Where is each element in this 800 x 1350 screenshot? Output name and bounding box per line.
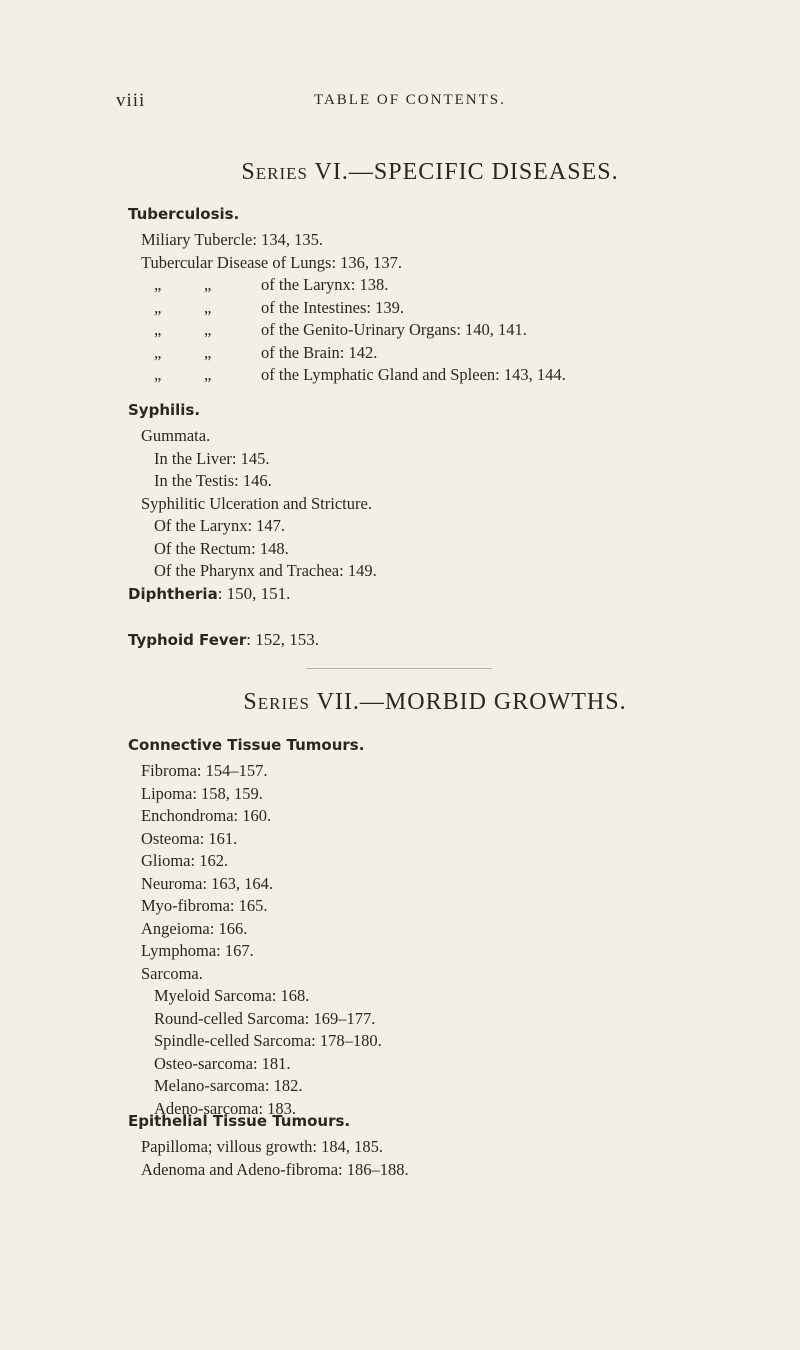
- page-range: : 152, 153.: [246, 630, 319, 649]
- connective-tissue-section: [128, 736, 788, 1120]
- entry-text: of the Brain: 142.: [261, 342, 378, 362]
- series-name: VII.—MORBID GROWTHS.: [316, 689, 627, 715]
- contents-subheading: Syphilitic Ulceration and Stricture.: [141, 493, 372, 513]
- section-heading: Epithelial Tissue Tumours.: [128, 1112, 351, 1130]
- contents-entry: Tubercular Disease of Lungs: 136, 137.: [141, 252, 403, 272]
- tuberculosis-section: [128, 205, 788, 387]
- contents-entry: Fibroma: 154–157.: [141, 761, 268, 780]
- contents-entry: [128, 342, 788, 365]
- contents-entry: Myo-fibroma: 165.: [141, 896, 268, 915]
- syphilis-section: [128, 401, 788, 583]
- contents-entry: Of the Rectum: 148.: [154, 538, 289, 558]
- contents-entry: Miliary Tubercle: 134, 135.: [141, 230, 323, 249]
- contents-entry: Angeioma: 166.: [141, 918, 248, 938]
- section-heading: Diphtheria: [128, 585, 218, 603]
- contents-entry: Neuroma: 163, 164.: [141, 873, 273, 893]
- ditto-mark: „: [204, 365, 212, 384]
- contents-entry: Lipoma: 158, 159.: [141, 783, 263, 803]
- series-name: VI.—SPECIFIC DISEASES.: [314, 159, 619, 185]
- contents-entry: [128, 319, 788, 342]
- ditto-mark: „: [204, 275, 212, 294]
- contents-entry: Papilloma; villous growth: 184, 185.: [141, 1137, 383, 1156]
- section-heading: Connective Tissue Tumours.: [128, 736, 365, 754]
- epithelial-tissue-section: [128, 1112, 788, 1181]
- ditto-mark: „: [154, 365, 162, 384]
- contents-entry: Adenoma and Adeno-fibroma: 186–188.: [141, 1159, 409, 1179]
- series-vi-title: [30, 159, 800, 186]
- contents-entry: [128, 297, 788, 320]
- contents-entry: [128, 364, 788, 387]
- contents-entry: In the Liver: 145.: [154, 448, 270, 468]
- ditto-mark: „: [154, 320, 162, 339]
- contents-entry: Of the Larynx: 147.: [154, 516, 286, 535]
- ditto-mark: „: [204, 342, 212, 362]
- entry-text: of the Lymphatic Gland and Spleen: 143, 144.: [261, 365, 566, 384]
- section-heading: Tuberculosis.: [128, 205, 240, 223]
- contents-subheading: Gummata.: [141, 426, 211, 445]
- page-number: viii: [116, 90, 146, 111]
- ditto-mark: „: [204, 297, 212, 317]
- running-title: TABLE OF CONTENTS.: [314, 92, 506, 108]
- typhoid-section: [128, 630, 788, 650]
- diphtheria-section: [128, 584, 788, 604]
- ditto-mark: „: [154, 275, 162, 294]
- contents-entry: Melano-sarcoma: 182.: [154, 1076, 303, 1095]
- contents-entry: Enchondroma: 160.: [141, 806, 272, 825]
- contents-entry: Spindle-celled Sarcoma: 178–180.: [154, 1031, 382, 1050]
- contents-entry: Adeno-sarcoma: 183.: [154, 1098, 297, 1118]
- ditto-mark: „: [154, 342, 162, 362]
- series-vii-title: [35, 689, 800, 716]
- contents-entry: Round-celled Sarcoma: 169–177.: [154, 1008, 376, 1028]
- contents-entry: Lymphoma: 167.: [141, 941, 254, 960]
- contents-entry: Glioma: 162.: [141, 851, 229, 870]
- contents-entry: Of the Pharynx and Trachea: 149.: [154, 561, 377, 580]
- page-header: [116, 90, 756, 116]
- series-prefix: Series: [243, 689, 310, 715]
- contents-entry: Osteoma: 161.: [141, 828, 238, 848]
- contents-entry: Osteo-sarcoma: 181.: [154, 1053, 291, 1073]
- section-divider: [306, 668, 492, 669]
- contents-entry: In the Testis: 146.: [154, 471, 272, 490]
- ditto-mark: „: [154, 297, 162, 317]
- contents-subheading: Sarcoma.: [141, 963, 203, 983]
- entry-text: of the Genito-Urinary Organs: 140, 141.: [261, 320, 527, 339]
- page-range: : 150, 151.: [217, 584, 291, 603]
- ditto-mark: „: [204, 320, 212, 339]
- contents-entry: [128, 274, 788, 297]
- series-prefix: Series: [241, 159, 308, 185]
- contents-entry: Myeloid Sarcoma: 168.: [154, 986, 310, 1005]
- section-heading: Typhoid Fever: [128, 631, 247, 649]
- section-heading: Syphilis.: [128, 401, 201, 419]
- entry-text: of the Larynx: 138.: [261, 275, 389, 294]
- entry-text: of the Intestines: 139.: [261, 297, 404, 317]
